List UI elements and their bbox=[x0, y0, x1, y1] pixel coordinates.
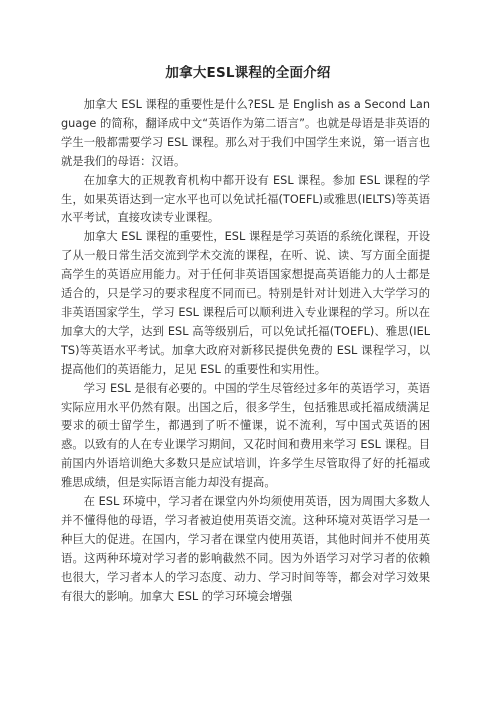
paragraph-necessity: 学习 ESL 是很有必要的。中国的学生尽管经过多年的英语学习，英语实际应用水平仍然有限。出国之后，很多学生，包括雅思或托福成绩满足要求的硕士留学生，都遇到了听不懂课，说不流利，写中国式英语的困惑。以致有的人在专业课学习期间，又花时间和费用来学习 ESL 课程。目前国内外语培训绝大多数只是应试培训，许多学生尽管取得了好的托福或雅思成绩，但是实际语言能力却没有提高。 bbox=[61, 381, 430, 490]
paragraph-importance: 加拿大 ESL 课程的重要性，ESL 课程是学习英语的系统化课程，开设了从一般日常生活交流到学术交流的课程，在听、说、读、写方面全面提高学生的英语应用能力。对于任何非英语国家想提高英语能力的人士都是适合的，只是学习的要求程度不同而已。特别是针对计划进入大学学习的非英语国家学生，学习 ESL 课程后可以顺利进入专业课程的学习。所以在加拿大的大学，达到 ESL 高等级别后，可以免试托福(TOEFL)、雅思(IELTS)等英语水平考试。加拿大政府对新移民提供免费的 ESL 课程学习，以提高他们的英语能力，足见 ESL 的重要性和实用性。 bbox=[61, 230, 430, 376]
document-body bbox=[61, 96, 430, 606]
paragraph-intro: 加拿大 ESL 课程的重要性是什么?ESL 是 English as a Second Language 的简称，翻译成中文“英语作为第二语言”。也就是母语是非英语的学生一般都需要学习 ESL 课程。那么对于我们中国学生来说，第一语言也就是我们的母语：汉语。 bbox=[61, 98, 430, 168]
paragraph-institutions: 在加拿大的正规教育机构中都开设有 ESL 课程。参加 ESL 课程的学生，如果英语达到一定水平也可以免试托福(TOEFL)或雅思(IELTS)等英语水平考试，直接攻读专业课程。 bbox=[61, 173, 430, 225]
page-title: 加拿大ESL课程的全面介绍 bbox=[165, 65, 331, 81]
paragraph-environment: 在 ESL 环境中，学习者在课堂内外均须使用英语，因为周围大多数人并不懂得他的母语，学习者被迫使用英语交流。这种环境对英语学习是一种巨大的促进。在国内，学习者在课堂内使用英语，其他时间并不使用英语。这两种环境对学习者的影响截然不同。因为外语学习对学习者的依赖也很大，学习者本人的学习态度、动力、学习时间等等，都会对学习效果有很大的影响。加拿大 ESL 的学习环境会增强 bbox=[61, 495, 430, 603]
